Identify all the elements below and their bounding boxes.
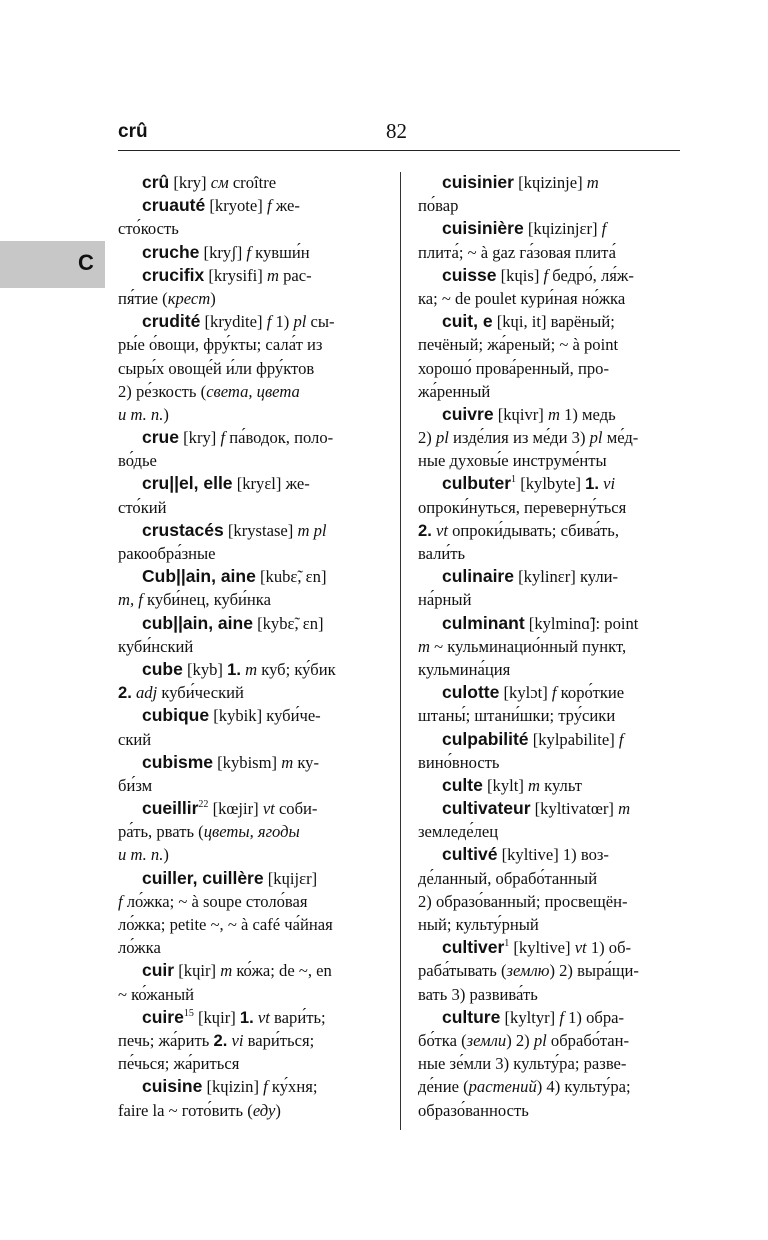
italic-text: и т. п. [118, 845, 164, 865]
entry-text: [kɥi, it] варёный; [492, 312, 615, 332]
entry-line [418, 287, 680, 310]
entry-line [418, 241, 680, 264]
entry-line [118, 1099, 380, 1122]
entry-text: 1) обра- [563, 1007, 625, 1027]
italic-text: m [418, 636, 430, 656]
italic-text: vt [257, 1007, 270, 1027]
entry-line [418, 797, 680, 820]
italic-text: крест [167, 288, 211, 308]
headword: cuit, e [442, 311, 493, 332]
entry-text: ку- [293, 752, 320, 772]
headword: culpabilité [442, 728, 529, 749]
entry-text: [kyltive] 1) воз- [497, 845, 609, 865]
entry-text: па́водок, поло- [225, 428, 334, 448]
sense-number: 1. [227, 659, 241, 679]
entry-text: обрабо́тан- [546, 1030, 630, 1050]
entry-line [118, 472, 380, 495]
entry-text: би́зм [118, 775, 153, 795]
entry-text: ~ ко́жаный [118, 984, 194, 1004]
entry-line [418, 426, 680, 449]
entry-text: [krysifi] [204, 265, 267, 285]
entry-text: [kry] [169, 173, 211, 192]
superscript: 15 [183, 1007, 194, 1019]
entry-text: [kryɛl] же- [232, 474, 310, 494]
sense-number: 2. [418, 520, 432, 540]
entry-line [418, 1029, 680, 1052]
entry-text: [kylminɑ̃]: point [524, 613, 639, 633]
italic-text: m [586, 173, 599, 192]
entry-text: [kɥis] [496, 265, 544, 285]
italic-text: vi [603, 474, 616, 494]
entry-text: [kylinɛr] кули- [513, 567, 619, 587]
italic-text: см [210, 173, 229, 192]
entry-text: ный; культу́рный [418, 915, 539, 934]
entry-text: сто́кость [118, 219, 179, 239]
entry-line [418, 1006, 680, 1029]
entry-text: ры́е о́вощи, фру́кты; сала́т из [118, 335, 323, 355]
entry-text: [kry] [178, 428, 221, 448]
entry-line [118, 194, 380, 217]
entry-line [118, 333, 380, 356]
headword: cube [142, 658, 183, 679]
entry-line [118, 310, 380, 333]
headword: culinaire [442, 566, 514, 587]
italic-text: f [601, 219, 607, 239]
entry-line [118, 1006, 380, 1029]
entry-line [118, 519, 380, 542]
italic-text: еду [252, 1100, 276, 1120]
entry-text: опроки́дывать; сбива́ть, [447, 520, 619, 540]
entry-text: 1) [271, 312, 294, 332]
italic-text: f [543, 265, 549, 285]
entry-line [418, 820, 680, 843]
sense-number: 2. [118, 683, 132, 703]
italic-text: pl [589, 428, 603, 448]
entry-text: ко́жа; de ~, en [232, 961, 332, 981]
entry-line [118, 774, 380, 797]
entry-line [418, 496, 680, 519]
headword: culbuter [442, 473, 512, 494]
entry-text: сы- [306, 312, 335, 332]
entry-text: 2) [418, 428, 436, 448]
entry-text: [kyltivatœr] [530, 799, 619, 819]
entry-line [418, 751, 680, 774]
entry-text: ло́жка; ~ à soupe столо́вая [122, 891, 308, 911]
italic-text: f [618, 729, 624, 749]
headword: cuisinière [442, 218, 524, 239]
entry-text: [krydite] [200, 312, 267, 332]
entry-line [418, 728, 680, 751]
headword: cub||ain, aine [142, 612, 253, 633]
entry-line [118, 264, 380, 287]
headword: cultiver [442, 937, 505, 958]
left-column [118, 171, 380, 1122]
entry-text: сыры́х овоще́й и́ли фру́ктов [118, 358, 315, 378]
entry-text: ные духовы́е инструме́нты [418, 451, 607, 471]
entry-line [418, 867, 680, 890]
entry-text: ме́д- [602, 428, 639, 448]
entry-line [118, 797, 380, 820]
sense-number: 1. [585, 474, 600, 494]
entry-text: вино́вность [418, 752, 500, 772]
italic-text: m, f [118, 590, 143, 610]
entry-text: де́ние ( [418, 1077, 469, 1097]
headword: cruche [142, 241, 200, 262]
entry-text: [kɥir] [193, 1007, 240, 1027]
entry-line [418, 890, 680, 913]
entry-text: [kyb] [182, 659, 228, 679]
entry-text: ) [275, 1100, 281, 1120]
headword: culminant [442, 612, 525, 633]
italic-text: цветы, ягоды [203, 822, 300, 842]
entry-line [418, 519, 680, 542]
entry-text: [kryote] [205, 196, 267, 216]
entry-line [118, 867, 380, 890]
entry-line [118, 983, 380, 1006]
italic-text: m [528, 775, 541, 795]
entry-line [418, 333, 680, 356]
entry-line [118, 241, 380, 264]
entry-text: ) [163, 404, 169, 424]
headword: cru||el, elle [142, 473, 233, 494]
entry-text: рас- [278, 265, 312, 285]
entry-text: ло́жка [118, 938, 161, 958]
entry-line [418, 774, 680, 797]
entry-text: жа́ренный [418, 381, 491, 401]
headword: Cub||ain, aine [142, 566, 256, 587]
entry-text: де́ланный, обрабо́танный [418, 868, 598, 888]
entry-text: же- [271, 196, 300, 216]
italic-text: света, цвета [206, 381, 300, 401]
entry-text: куби́нский [118, 636, 194, 656]
entry-text: [kubɛ̃, ɛn] [255, 567, 327, 587]
entry-text: штаны́; штани́шки; тру́сики [418, 706, 616, 726]
superscript: 1 [511, 474, 517, 486]
entry-line [418, 472, 680, 495]
italic-text: землю [506, 961, 550, 981]
entry-line [418, 310, 680, 333]
entry-text: [kybism] [213, 752, 282, 772]
entry-line [118, 913, 380, 936]
italic-text: pl [435, 428, 449, 448]
running-head-word: crû [118, 121, 148, 142]
entry-text: опроки́нуться, переверну́ться [418, 497, 627, 517]
headword: cuisinier [442, 172, 514, 192]
headword: cuisse [442, 264, 497, 285]
entry-text: 1) об- [586, 938, 632, 958]
entry-line [418, 380, 680, 403]
italic-text: f [266, 312, 272, 332]
superscript: 1 [504, 938, 510, 950]
entry-text: [kœjir] [208, 799, 263, 819]
sense-number: 1. [239, 1007, 254, 1027]
italic-text: m [618, 799, 631, 819]
entry-line [418, 658, 680, 681]
entry-line [418, 843, 680, 866]
entry-text: [kylbyte] [516, 474, 586, 494]
italic-text: f [559, 1007, 564, 1027]
entry-text: кувши́н [251, 242, 310, 262]
entry-text: 2) образо́ванный; просвещён- [418, 891, 628, 911]
entry-text: кульмина́ция [418, 659, 511, 679]
entry-line [118, 612, 380, 635]
entry-text: вали́ть [418, 544, 466, 563]
headword: cultivé [442, 844, 498, 865]
italic-text: adj [136, 683, 158, 703]
column-divider [400, 172, 401, 1130]
italic-text: pl [293, 312, 307, 332]
entry-text: [kɥivr] [493, 404, 548, 424]
entry-text: 1) медь [559, 404, 616, 424]
entry-text: по́вар [418, 196, 459, 216]
entry-line [118, 751, 380, 774]
entry-text: ) [163, 845, 169, 865]
entry-text: ракообра́зные [118, 544, 216, 563]
entry-text: [kɥir] [174, 961, 221, 981]
entry-text: [kryʃ] [199, 242, 247, 262]
entry-line [418, 635, 680, 658]
entry-line [118, 380, 380, 403]
entry-line [418, 542, 680, 565]
italic-text: f [220, 428, 226, 448]
entry-line [118, 217, 380, 240]
italic-text: f [118, 891, 123, 911]
italic-text: растений [468, 1077, 537, 1097]
entry-line [418, 959, 680, 982]
italic-text: m [266, 265, 279, 285]
entry-line [418, 403, 680, 426]
entry-text: ра́ть, рвать ( [118, 822, 204, 842]
headword: culture [442, 1006, 501, 1027]
entry-text: изде́лия из ме́ди 3) [448, 428, 590, 448]
italic-text: pl [533, 1030, 547, 1050]
entry-text: хорошо́ прова́ренный, про- [418, 358, 609, 378]
italic-text: vt [574, 938, 587, 958]
headword: cubisme [142, 751, 213, 772]
entry-text: ) 4) культу́ра; [536, 1077, 631, 1097]
entry-text: [kyltive] [509, 938, 575, 958]
entry-line [118, 959, 380, 982]
entry-text: ский [118, 729, 152, 749]
entry-text: ку́хня; [267, 1077, 318, 1097]
entry-text: ) [210, 288, 216, 308]
entry-line [418, 171, 680, 194]
entry-text: соби- [274, 799, 318, 819]
entry-text: ) 2) [506, 1030, 534, 1050]
entry-line [118, 565, 380, 588]
page-number: 82 [386, 119, 407, 143]
entry-text: куби́нец, куби́нка [142, 590, 271, 610]
entry-line [118, 403, 380, 426]
entry-text: раба́тывать ( [418, 961, 507, 981]
italic-text: f [266, 196, 272, 216]
entry-line [418, 194, 680, 217]
headword: cubique [142, 705, 210, 726]
entry-text: 2) ре́зкость ( [118, 381, 207, 401]
entry-line [118, 843, 380, 866]
entry-line [118, 357, 380, 380]
entry-text: ) 2) выра́щи- [549, 961, 639, 981]
entry-line [418, 681, 680, 704]
headword: crue [142, 427, 179, 448]
italic-text: m pl [297, 520, 327, 540]
entry-text: пе́чься; жа́риться [118, 1054, 240, 1074]
italic-text: m [281, 752, 294, 772]
entry-line [118, 1029, 380, 1052]
entry-text: [kɥijɛr] [263, 868, 318, 888]
headword: cueillir [142, 798, 199, 819]
entry-line [118, 890, 380, 913]
entry-text: куб; ку́бик [257, 659, 336, 679]
entry-line [418, 588, 680, 611]
entry-text: [kɥizinje] [513, 173, 587, 192]
headword: crustacés [142, 519, 224, 540]
entry-text: croître [228, 173, 277, 192]
entry-text: [kybɛ̃, ɛn] [252, 613, 324, 633]
entry-text: [kɥizinjɛr] [523, 219, 602, 239]
entry-text: [kybik] куби́че- [209, 706, 321, 726]
headword: crudité [142, 311, 201, 332]
entry-line [418, 357, 680, 380]
entry-line [418, 936, 680, 959]
entry-text: бо́тка ( [418, 1030, 467, 1050]
entry-line [418, 983, 680, 1006]
entry-text: во́дье [118, 451, 157, 471]
entry-line [118, 936, 380, 959]
entry-text: образо́ванность [418, 1100, 529, 1120]
superscript: 22 [198, 799, 209, 811]
entry-line [118, 1075, 380, 1098]
entry-line [118, 171, 380, 194]
entry-line [418, 449, 680, 472]
entry-text: куби́ческий [157, 683, 244, 703]
italic-text: земли [466, 1030, 507, 1050]
italic-text: m [220, 961, 233, 981]
headword: cultivateur [442, 798, 531, 819]
entry-line [118, 496, 380, 519]
entry-line [118, 449, 380, 472]
entry-text: пя́тие ( [118, 288, 168, 308]
italic-text: f [551, 683, 557, 703]
entry-text: вари́ть; [269, 1007, 326, 1027]
entry-text: faire la ~ гото́вить ( [118, 1100, 253, 1120]
entry-text: сто́кий [118, 497, 167, 517]
entry-line [118, 542, 380, 565]
entry-text: [kylt] [482, 775, 529, 795]
headword: cuiller, cuillère [142, 867, 264, 888]
entry-text: вари́ться; [243, 1030, 315, 1050]
italic-text: vt [262, 799, 275, 819]
entry-text: печёный; жа́реный; ~ à point [418, 335, 619, 355]
entry-line [118, 635, 380, 658]
entry-line [118, 658, 380, 681]
entry-line [418, 217, 680, 240]
entry-line [418, 612, 680, 635]
entry-text: ные зе́мли 3) культу́ра; разве- [418, 1054, 627, 1074]
italic-text: f [263, 1077, 268, 1097]
headword: cuir [142, 960, 175, 981]
entry-text: бедро́, ля́ж- [548, 265, 634, 285]
entry-text: печь; жа́рить [118, 1030, 214, 1050]
entry-line [118, 287, 380, 310]
italic-text: m [245, 659, 258, 679]
entry-text: на́рный [418, 590, 472, 610]
entry-text: ка; ~ de poulet кури́ная но́жка [418, 288, 626, 308]
entry-text: ~ кульминацио́нный пункт, [429, 636, 627, 656]
italic-text: m [547, 404, 560, 424]
headword: cuivre [442, 403, 494, 424]
entry-line [418, 913, 680, 936]
thumb-index-letter: C [78, 250, 94, 275]
entry-line [118, 426, 380, 449]
entry-text: плита́; ~ à gaz га́зовая плита́ [418, 242, 616, 262]
italic-text: f [246, 242, 252, 262]
entry-text: [kylpabilite] [528, 729, 619, 749]
entry-line [118, 704, 380, 727]
headword: crucifix [142, 264, 205, 285]
entry-text: вать 3) развива́ть [418, 984, 538, 1004]
headword: cuisine [142, 1076, 203, 1097]
sense-number: 2. [213, 1030, 228, 1050]
headword: culotte [442, 682, 500, 703]
entry-text: [krystase] [223, 520, 298, 540]
entry-line [118, 1052, 380, 1075]
entry-line [118, 728, 380, 751]
entry-line [118, 588, 380, 611]
entry-line [418, 1052, 680, 1075]
entry-text: ло́жка; petite ~, ~ à café ча́йная [118, 915, 333, 934]
headword: cruauté [142, 195, 206, 216]
italic-text: и т. п. [118, 404, 164, 424]
entry-line [418, 264, 680, 287]
entry-line [418, 1075, 680, 1098]
entry-text: [kylɔt] [499, 683, 552, 703]
entry-line [418, 704, 680, 727]
entry-text: [kyltyr] [500, 1007, 560, 1027]
entry-line [118, 681, 380, 704]
entry-line [118, 820, 380, 843]
italic-text: vi [231, 1030, 244, 1050]
entry-text: [kɥizin] [202, 1077, 264, 1097]
header-rule [118, 150, 680, 151]
entry-line [418, 565, 680, 588]
headword: crû [142, 172, 170, 192]
headword: culte [442, 774, 483, 795]
right-column [418, 171, 680, 1122]
entry-text: коро́ткие [556, 683, 625, 703]
entry-text: земледе́лец [418, 822, 499, 842]
entry-line [418, 1099, 680, 1122]
entry-text: культ [540, 775, 583, 795]
headword: cuire [142, 1006, 184, 1027]
italic-text: vt [436, 520, 448, 540]
